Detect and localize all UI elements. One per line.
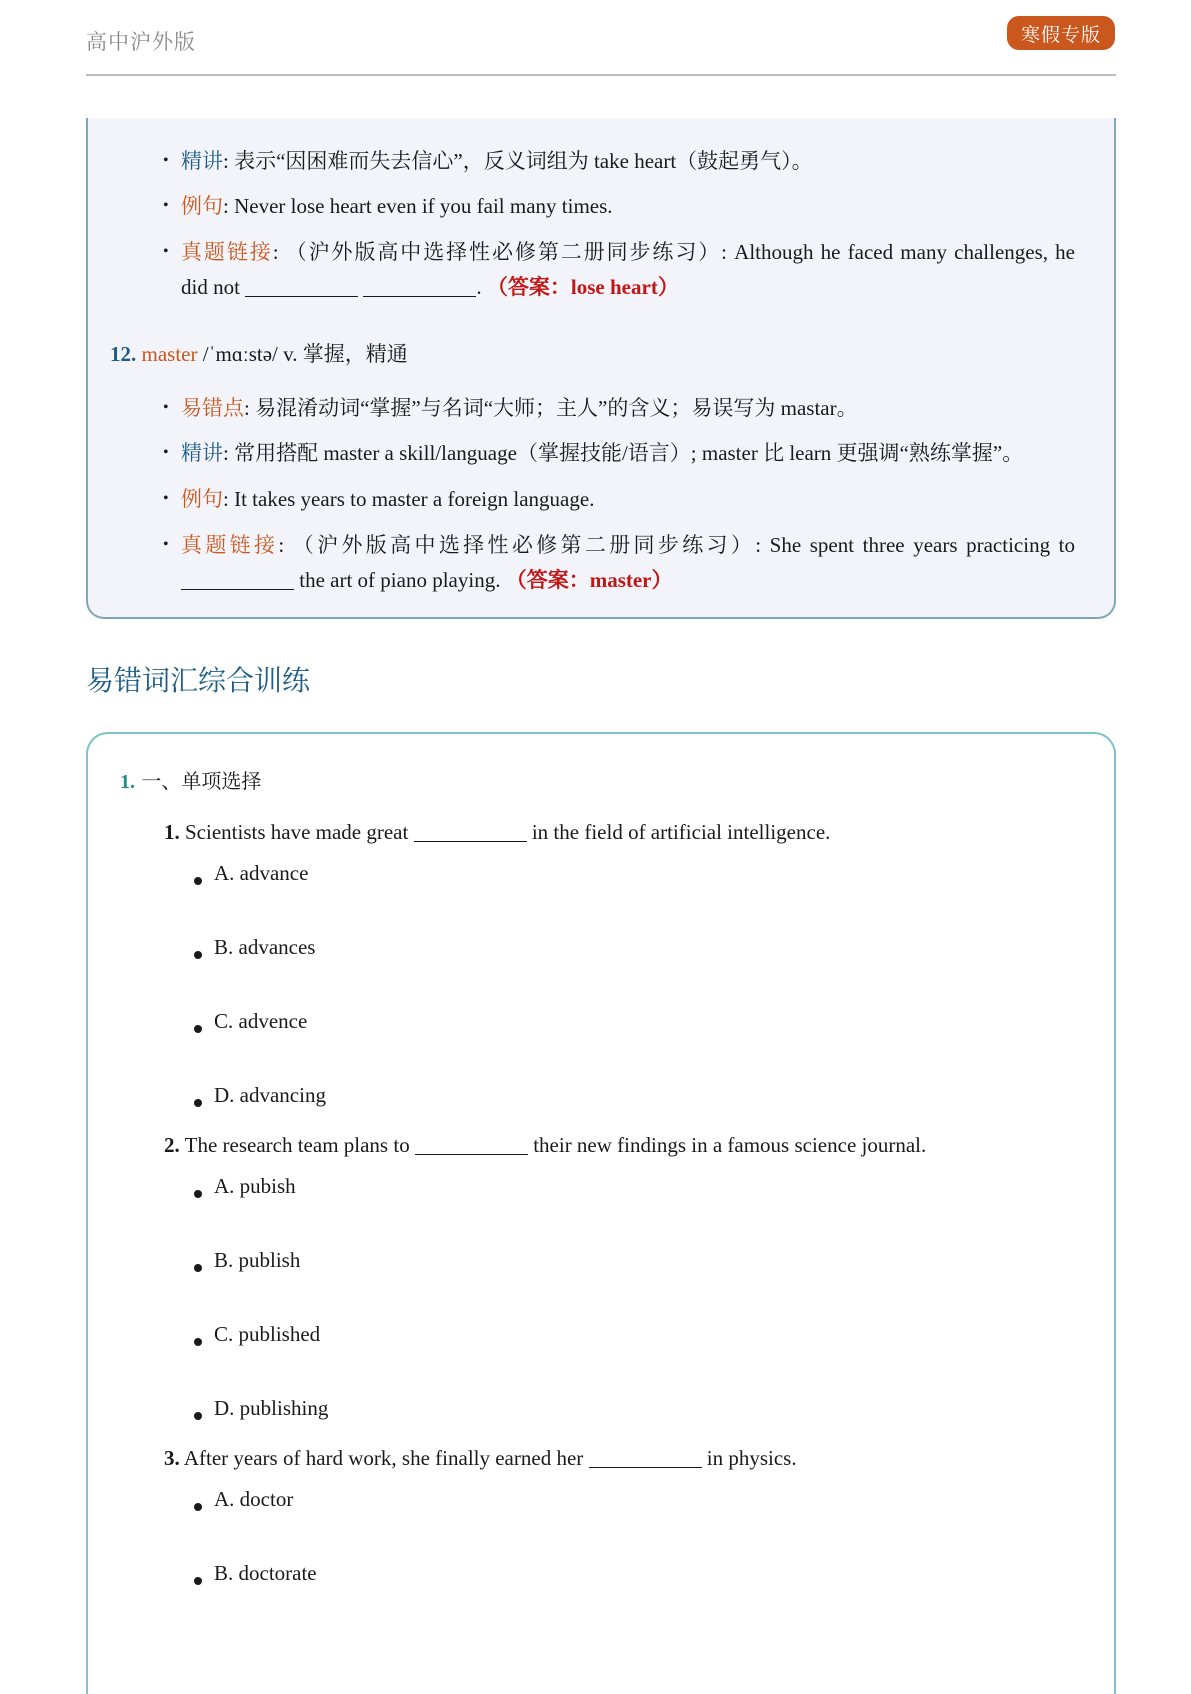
note-text: the art of piano playing. <box>299 568 501 592</box>
answer-option[interactable]: B. advances <box>214 935 316 959</box>
part-number: 1. <box>120 771 135 793</box>
note-text: : It takes years to master a foreign language. <box>223 487 595 511</box>
radio-bullet-icon <box>194 1412 202 1420</box>
answer-option[interactable]: C. published <box>214 1322 321 1346</box>
note-text: : Never lose heart even if you fail many times. <box>223 194 613 218</box>
vocab-entry-heading <box>110 340 408 368</box>
note-label: 真题链接 <box>181 240 273 264</box>
note-text: : 易混淆动词“掌握”与名词“大师；主人”的含义；易误写为 mastar。 <box>244 396 858 420</box>
answer-blank <box>181 569 294 590</box>
note-line-continued <box>181 566 673 594</box>
note-line <box>181 394 858 422</box>
answer-option[interactable]: A. advance <box>214 861 309 885</box>
bullet-icon: • <box>163 152 169 169</box>
bullet-icon: • <box>163 399 169 416</box>
note-label: 易错点 <box>181 396 244 420</box>
question-text: their new findings in a famous science journal. <box>533 1133 927 1157</box>
header-divider <box>86 74 1116 76</box>
bullet-icon: • <box>163 243 169 260</box>
question-number: 1. <box>164 820 180 844</box>
answer-option[interactable]: A. pubish <box>214 1174 296 1198</box>
note-text: did not <box>181 275 240 299</box>
answer-option[interactable]: C. advence <box>214 1009 308 1033</box>
answer-key: （答案：lose heart） <box>486 275 679 299</box>
bullet-icon: • <box>163 197 169 214</box>
note-label: 例句 <box>181 194 223 218</box>
note-text: . <box>476 275 482 299</box>
entry-definition: /ˈmɑːstə/ v. 掌握，精通 <box>202 342 408 366</box>
question-text: Scientists have made great <box>185 820 409 844</box>
header-title: 高中沪外版 <box>86 30 196 54</box>
radio-bullet-icon <box>194 877 202 885</box>
radio-bullet-icon <box>194 1577 202 1585</box>
note-line <box>181 439 1023 467</box>
answer-option[interactable]: B. publish <box>214 1248 301 1272</box>
note-text: : 表示“因困难而失去信心”，反义词组为 take heart（鼓起勇气）。 <box>223 149 813 173</box>
note-label: 精讲 <box>181 441 223 465</box>
radio-bullet-icon <box>194 1503 202 1511</box>
note-line <box>181 147 813 175</box>
note-label: 真题链接 <box>181 533 279 557</box>
answer-blank <box>363 276 476 297</box>
note-line <box>181 192 613 220</box>
radio-bullet-icon <box>194 1190 202 1198</box>
answer-option[interactable]: A. doctor <box>214 1487 294 1511</box>
entry-number: 12. <box>110 342 137 366</box>
bullet-icon: • <box>163 490 169 507</box>
question-stem <box>164 818 830 846</box>
edition-badge: 寒假专版 <box>1007 16 1115 50</box>
note-line-continued <box>181 273 679 301</box>
answer-blank <box>415 1134 528 1155</box>
answer-blank <box>414 821 527 842</box>
note-label: 精讲 <box>181 149 223 173</box>
part-title: 一、单项选择 <box>141 769 262 793</box>
question-text: in the field of artificial intelligence. <box>531 820 831 844</box>
entry-word: master <box>141 342 198 366</box>
note-line <box>181 531 1075 559</box>
radio-bullet-icon <box>194 1025 202 1033</box>
note-line <box>181 238 1075 266</box>
answer-key: （答案：master） <box>505 568 673 592</box>
question-stem <box>164 1444 797 1472</box>
section-title: 易错词汇综合训练 <box>86 664 311 697</box>
answer-blank <box>245 276 358 297</box>
question-text: in physics. <box>706 1446 797 1470</box>
answer-option[interactable]: D. advancing <box>214 1083 326 1107</box>
note-text: : （沪外版高中选择性必修第二册同步练习）: Although he faced many challenges, he <box>272 240 1075 264</box>
radio-bullet-icon <box>194 1099 202 1107</box>
radio-bullet-icon <box>194 1338 202 1346</box>
radio-bullet-icon <box>194 1264 202 1272</box>
question-text: After years of hard work, she finally earned her <box>183 1446 584 1470</box>
exercise-part-heading <box>120 767 261 796</box>
note-text: : （沪外版高中选择性必修第二册同步练习）: She spent three years practicing to <box>278 533 1075 557</box>
bullet-icon: • <box>163 536 169 553</box>
radio-bullet-icon <box>194 951 202 959</box>
question-number: 2. <box>164 1133 180 1157</box>
note-label: 例句 <box>181 487 223 511</box>
answer-option[interactable]: D. publishing <box>214 1396 329 1420</box>
answer-blank <box>589 1447 702 1468</box>
question-text: The research team plans to <box>184 1133 410 1157</box>
bullet-icon: • <box>163 444 169 461</box>
note-text: : 常用搭配 master a skill/language（掌握技能/语言）; master 比 learn 更强调“熟练掌握”。 <box>223 441 1024 465</box>
question-stem <box>164 1131 926 1159</box>
answer-option[interactable]: B. doctorate <box>214 1561 317 1585</box>
question-number: 3. <box>164 1446 180 1470</box>
note-line <box>181 485 594 513</box>
